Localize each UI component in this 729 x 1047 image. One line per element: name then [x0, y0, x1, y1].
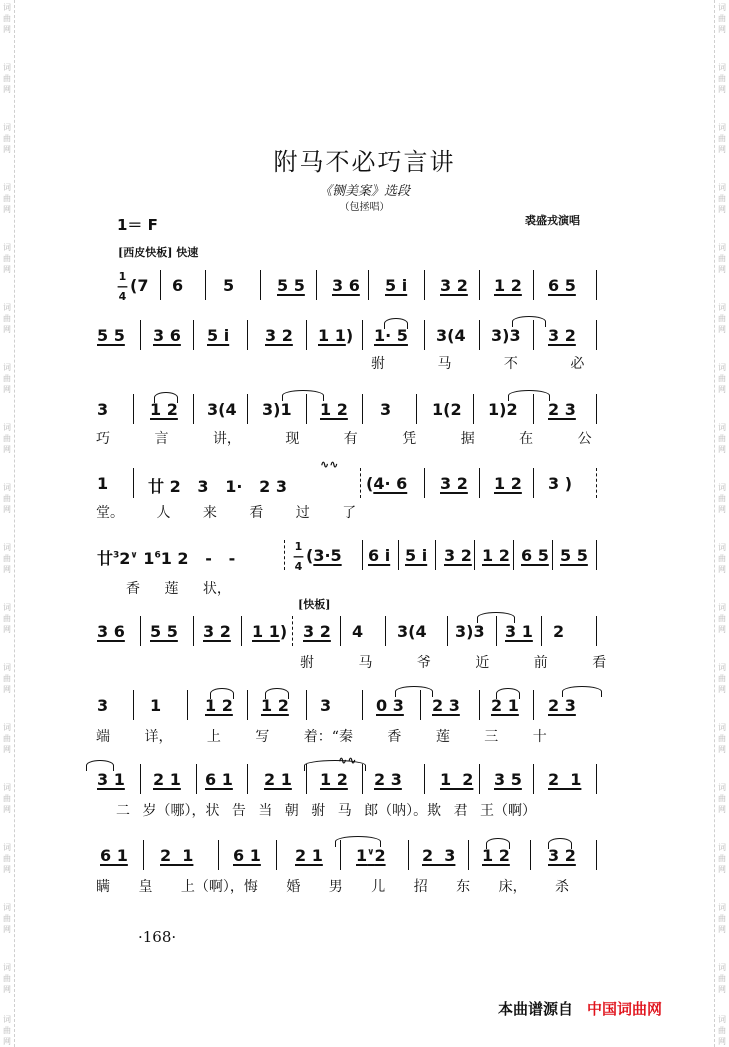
barline [140, 320, 141, 350]
barline [187, 690, 188, 720]
note-group: 2 3 [422, 846, 456, 865]
barline [424, 764, 425, 794]
note-group: 2 3 [548, 696, 576, 715]
note-group: 3 2 [265, 326, 293, 345]
note-group: 1 2 [494, 276, 522, 295]
barline [218, 840, 219, 870]
barline [133, 394, 134, 424]
dashed-barline [360, 468, 361, 498]
watermark-text: 词曲网 [718, 483, 726, 514]
watermark-text: 词曲网 [718, 423, 726, 454]
note-group: 5 [223, 276, 235, 295]
note-group: 6 5 [521, 546, 549, 565]
barline [424, 468, 425, 498]
barline [479, 270, 480, 300]
barline [479, 468, 480, 498]
source-prefix: 本曲谱源自 [498, 1000, 574, 1018]
note-group: 2 1 [160, 846, 194, 865]
note-group: 3(4 [436, 326, 466, 345]
note-group: 3(4 [207, 400, 237, 419]
note-group: 2 1 [548, 770, 582, 789]
barline [193, 394, 194, 424]
note-group: 3 6 [97, 622, 125, 641]
barline [140, 616, 141, 646]
lyrics-line-5: 香 莲 状， [126, 581, 231, 597]
barline [193, 320, 194, 350]
watermark-text: 词曲网 [3, 1015, 11, 1046]
note-group: 5 5 [97, 326, 125, 345]
score-row-4 [0, 458, 729, 496]
note-group: 1 2 [150, 400, 178, 419]
barline [479, 764, 480, 794]
note-group: 2 [553, 622, 565, 641]
barline [596, 764, 597, 794]
note-group: 3)3 [491, 326, 521, 345]
key-signature: 1＝ F [117, 216, 158, 234]
barline [408, 840, 409, 870]
score-row-1 [0, 268, 729, 303]
note-group: 1 2 [482, 846, 510, 865]
barline [533, 270, 534, 300]
performer-credit: 裘盛戎演唱 [525, 214, 580, 227]
barline [468, 840, 469, 870]
note-group: 6 [172, 276, 184, 295]
time-signature: 1 — 4 [293, 540, 304, 573]
watermark-text: 词曲网 [718, 663, 726, 694]
barline [447, 616, 448, 646]
note-group: (4· 6 [366, 474, 408, 493]
barline [596, 270, 597, 300]
barline [133, 468, 134, 498]
note-group: 5 5 [150, 622, 178, 641]
watermark-text: 词曲网 [3, 963, 11, 994]
watermark-text: 词曲网 [718, 3, 726, 34]
lyrics-line-7: 端 详， 上 写 着：“秦 香 莲 三 十 [96, 729, 547, 745]
note-group: 3 2 [444, 546, 472, 565]
watermark-text: 词曲网 [3, 183, 11, 214]
note-group: 3 [97, 400, 109, 419]
barline [596, 840, 597, 870]
note-group: 4 [352, 622, 364, 641]
watermark-text: 词曲网 [3, 723, 11, 754]
barline [362, 540, 363, 570]
note-group: 3 2 [203, 622, 231, 641]
barline [306, 690, 307, 720]
note-group: 3 [380, 400, 392, 419]
watermark-text: 词曲网 [718, 303, 726, 334]
dashed-barline [284, 540, 285, 570]
barline [205, 270, 206, 300]
barline [530, 840, 531, 870]
barline [424, 270, 425, 300]
barline [196, 764, 197, 794]
barline [316, 270, 317, 300]
barline [424, 320, 425, 350]
watermark-text: 词曲网 [718, 963, 726, 994]
barline [160, 270, 161, 300]
note-group: 6 1 [100, 846, 128, 865]
note-group: 2 1 [264, 770, 292, 789]
barline [596, 616, 597, 646]
watermark-text: 词曲网 [3, 123, 11, 154]
note-group: 1 2 [482, 546, 510, 565]
watermark-text: 词曲网 [3, 603, 11, 634]
barline [541, 616, 542, 646]
watermark-text: 词曲网 [718, 603, 726, 634]
role-note: （包拯唱） [339, 202, 390, 213]
barline [368, 270, 369, 300]
note-group: 5 5 [277, 276, 305, 295]
barline [533, 394, 534, 424]
barline [362, 320, 363, 350]
note-group: 3 2 [548, 846, 576, 865]
score-row-9 [0, 838, 729, 868]
note-group: 3 [320, 696, 332, 715]
barline [306, 320, 307, 350]
lyrics-line-6: 驸 马 爷 近 前 看 [300, 655, 607, 671]
note-group: 1 [150, 696, 162, 715]
opera-excerpt-subtitle: 《铡美案》选段 [318, 184, 410, 199]
note-group: 1 1) [252, 622, 288, 641]
note-group: 1 2 [440, 770, 474, 789]
barline [533, 468, 534, 498]
note-group: 1 1) [318, 326, 354, 345]
note-group: 廿 2 3 1· 2 3 [148, 477, 288, 496]
note-group: 3 [97, 696, 109, 715]
dashed-barline [596, 468, 597, 498]
note-group: 1 [97, 474, 109, 493]
barline [143, 840, 144, 870]
score-row-2 [0, 318, 729, 348]
note-group: (3·5 [306, 546, 342, 565]
note-group: 6 1 [205, 770, 233, 789]
note-group: 5 5 [560, 546, 588, 565]
watermark-text: 词曲网 [718, 723, 726, 754]
watermark-text: 词曲网 [718, 363, 726, 394]
source-credit [498, 998, 662, 1019]
watermark-text: 词曲网 [718, 1015, 726, 1046]
trill-mark: ∿∿ [338, 754, 357, 767]
watermark-text: 词曲网 [718, 63, 726, 94]
watermark-text: 词曲网 [3, 423, 11, 454]
barline [398, 540, 399, 570]
barline [193, 616, 194, 646]
watermark-text: 词曲网 [3, 3, 11, 34]
note-group: 1∨2 [356, 846, 386, 865]
barline [385, 616, 386, 646]
barline [247, 764, 248, 794]
note-group: 3 ) [548, 474, 573, 493]
note-group: 5 i [207, 326, 230, 345]
note-group: 2 1 [491, 696, 519, 715]
barline [596, 320, 597, 350]
barline [474, 540, 475, 570]
watermark-text: 词曲网 [3, 843, 11, 874]
watermark-text: 词曲网 [3, 483, 11, 514]
watermark-text: 词曲网 [3, 783, 11, 814]
note-group: 3)3 [455, 622, 485, 641]
barline [362, 394, 363, 424]
score-row-6 [0, 614, 729, 644]
note-group: 1(2 [432, 400, 462, 419]
note-group: 3)1 [262, 400, 292, 419]
note-group: 3 2 [440, 474, 468, 493]
note-group: 1· 5 [374, 326, 408, 345]
barline [596, 540, 597, 570]
time-signature: 1 — 4 [117, 270, 128, 303]
note-group: 2 3 [374, 770, 402, 789]
note-group: 3 6 [332, 276, 360, 295]
barline [496, 616, 497, 646]
note-group: 1)2 [488, 400, 518, 419]
note-group: 1 2 [320, 770, 348, 789]
tempo-fast-marking: [快板] [298, 598, 331, 611]
watermark-text: 词曲网 [718, 843, 726, 874]
barline [140, 764, 141, 794]
barline [533, 764, 534, 794]
barline [247, 394, 248, 424]
note-group: 廿$^3$2∨ $1^61$ 2 - - [97, 549, 236, 568]
barline [473, 394, 474, 424]
watermark-text: 词曲网 [3, 63, 11, 94]
note-group: 3 2 [303, 622, 331, 641]
barline [362, 764, 363, 794]
tempo-marking: [西皮快板] 快速 [118, 246, 199, 259]
barline [276, 840, 277, 870]
score-row-8 [0, 754, 729, 792]
watermark-text: 词曲网 [3, 243, 11, 274]
barline [479, 690, 480, 720]
barline [552, 540, 553, 570]
watermark-text: 词曲网 [3, 363, 11, 394]
note-group: 2 3 [548, 400, 576, 419]
watermark-text: 词曲网 [718, 783, 726, 814]
watermark-text: 词曲网 [3, 903, 11, 934]
source-site-link[interactable]: 中国词曲网 [587, 1000, 663, 1018]
note-group: 6 5 [548, 276, 576, 295]
barline [260, 270, 261, 300]
lyrics-line-3: 巧 言 讲， 现 有 凭 据 在 公 [96, 431, 592, 447]
barline [533, 690, 534, 720]
barline [247, 690, 248, 720]
dashed-barline [292, 616, 293, 646]
watermark-text: 词曲网 [3, 303, 11, 334]
watermark-text: 词曲网 [718, 543, 726, 574]
watermark-text: 词曲网 [718, 243, 726, 274]
trill-mark: ∿∿ [320, 458, 339, 471]
barline [596, 394, 597, 424]
watermark-text: 词曲网 [3, 663, 11, 694]
note-group: 1 2 [320, 400, 348, 419]
song-title: 附马不必巧言讲 [273, 148, 456, 176]
barline [306, 394, 307, 424]
barline [340, 616, 341, 646]
barline [479, 320, 480, 350]
note-group: 3 6 [153, 326, 181, 345]
note-group: 3 1 [97, 770, 125, 789]
score-row-7 [0, 688, 729, 718]
watermark-text: 词曲网 [718, 183, 726, 214]
barline [362, 690, 363, 720]
lyrics-line-9: 瞒 皇 上（啊），悔 婚 男 儿 招 东 床， 杀 [96, 879, 570, 895]
barline [513, 540, 514, 570]
note-group: 3 1 [505, 622, 533, 641]
note-group: 2 1 [153, 770, 181, 789]
watermark-text: 词曲网 [3, 543, 11, 574]
page-number: ·168· [138, 928, 177, 946]
note-group: 6 i [368, 546, 391, 565]
barline [241, 616, 242, 646]
note-group: 5 i [405, 546, 428, 565]
note-group: 3(4 [397, 622, 427, 641]
note-group: 6 1 [233, 846, 261, 865]
note-group: 1 2 [261, 696, 289, 715]
barline [420, 690, 421, 720]
barline [416, 394, 417, 424]
note-group: 5 i [385, 276, 408, 295]
note-group: 1 2 [205, 696, 233, 715]
watermark-text: 词曲网 [718, 903, 726, 934]
note-group: 3 2 [440, 276, 468, 295]
lyrics-line-8: 二 岁（哪），状 告 当 朝 驸 马 郎（呐）。欺 君 王（啊） [116, 803, 537, 819]
barline [133, 690, 134, 720]
barline [435, 540, 436, 570]
note-group: 3 2 [548, 326, 576, 345]
barline [247, 320, 248, 350]
note-group: 1 2 [494, 474, 522, 493]
note-group: 2 3 [432, 696, 460, 715]
score-row-5 [0, 538, 729, 573]
note-group: 2 1 [295, 846, 323, 865]
note-group: 3 5 [494, 770, 522, 789]
note-group: (7 [130, 276, 149, 295]
lyrics-line-2: 驸 马 不 必 [371, 356, 585, 372]
score-row-3 [0, 392, 729, 422]
lyrics-line-4: 堂。 人 来 看 过 了 [96, 505, 357, 521]
note-group: 0 3 [376, 696, 404, 715]
watermark-text: 词曲网 [718, 123, 726, 154]
barline [533, 320, 534, 350]
